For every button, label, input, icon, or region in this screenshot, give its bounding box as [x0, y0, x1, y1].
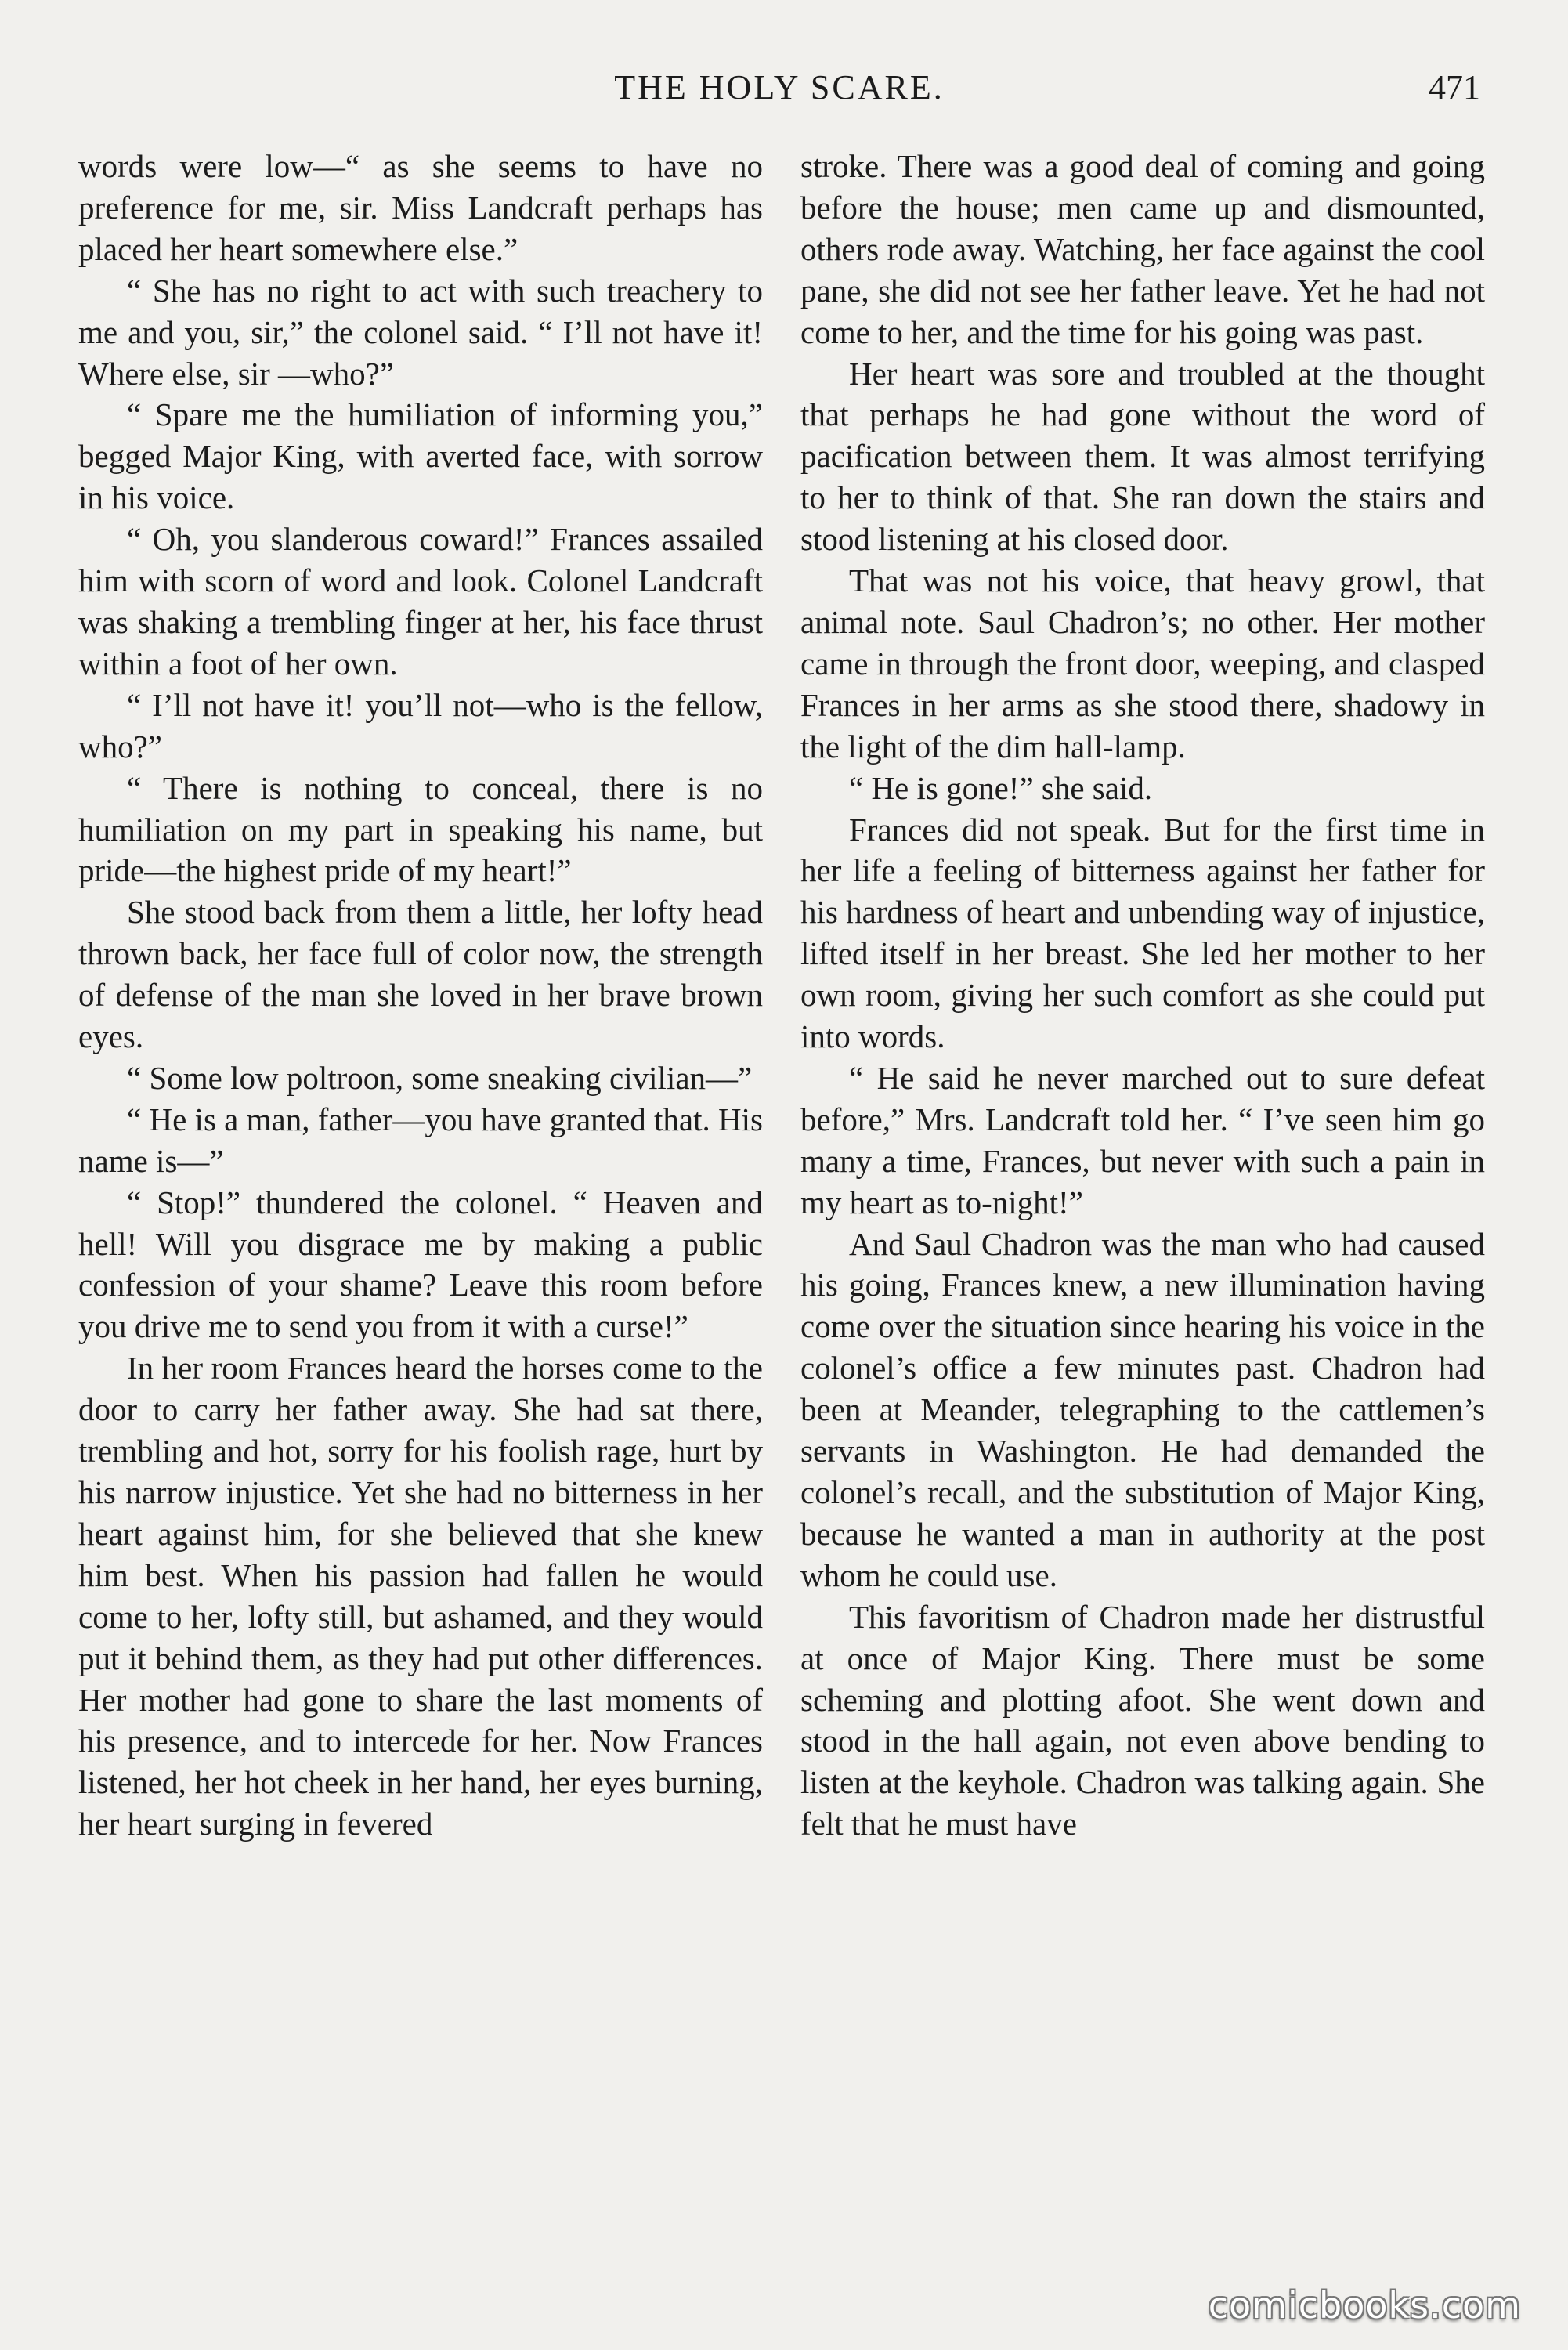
paragraph: And Saul Chadron was the man who had caused his going, Frances knew, a new illumination having come over the situation since hearing his voice in the colonel’s office a few minutes past. Chadron had been at Meander, telegraphing to the cattlemen’s servants in Washington. He had demanded the colonel’s recall, and the substitution of Major King, because he wanted a man in authority at the post whom he could use. — [800, 1225, 1485, 1593]
paragraph: Her heart was sore and troubled at the thought that perhaps he had gone without the word of pacification between them. It was almost terrifying to her to think of that. She ran down the stairs and stood listening at his closed door. — [800, 355, 1485, 558]
paragraph: “ I’ll not have it! you’ll not—who is the fellow, who?” — [78, 686, 763, 765]
paragraph: “ Some low poltroon, some sneaking civilian—” — [127, 1059, 753, 1096]
paragraph: Frances did not speak. But for the first time in her life a feeling of bitterness against her father for his hardness of heart and unbending way of injustice, lifted itself in her breast. She led her mother to her own room, giving her such comfort as she could put into words. — [800, 811, 1485, 1055]
paragraph: In her room Frances heard the horses come to the door to carry her father away. She had sat there, trembling and hot, sorry for his foolish rage, hurt by his narrow injustice. Yet she had no bitterness in her heart against him, for she believed that she knew him best. When his passion had fallen he would come to her, lofty still, but ashamed, and they would put it behind them, as they had put other differences. Her mother had gone to share the last moments of his presence, and to intercede for her. Now Frances listened, her hot cheek in her hand, her eyes burning, her heart surging in fevered — [78, 1350, 763, 1842]
watermark-logo: comicbooks.com — [1208, 2284, 1521, 2326]
paragraph: “ He is gone!” she said. — [849, 769, 1153, 806]
paragraph: “ She has no right to act with such treachery to me and you, sir,” the colonel said. “ I’ll not have it! Where else, sir —who?” — [78, 272, 763, 392]
paragraph: stroke. There was a good deal of coming and going before the house; men came up and dismounted, others rode away. Watching, her face against the cool pane, she did not see her father leave. Yet he had not come to her, and the time for his going was past. — [800, 148, 1485, 350]
paragraph: She stood back from them a little, her lofty head thrown back, her face full of color now, the strength of defense of the man she loved in her brave brown eyes. — [78, 894, 763, 1055]
paragraph: “ Stop!” thundered the colonel. “ Heaven and hell! Will you disgrace me by making a public confession of your shame? Leave this room before you drive me to send you from it with a curse!” — [78, 1184, 763, 1345]
left-text-column — [78, 146, 763, 1845]
right-text-column — [800, 146, 1485, 1845]
page-number: 471 — [1429, 68, 1480, 107]
paragraph: “ There is nothing to conceal, there is no humiliation on my part in speaking his name, but pride—the highest pride of my heart!” — [78, 769, 763, 889]
paragraph: words were low—“ as she seems to have no preference for me, sir. Miss Landcraft perhaps has placed her heart somewhere else.” — [78, 148, 763, 267]
running-head — [78, 64, 1480, 111]
paragraph: “ He said he never marched out to sure defeat before,” Mrs. Landcraft told her. “ I’ve seen him go many a time, Frances, but never with such a pain in my heart as to-night!” — [800, 1059, 1485, 1220]
paragraph: “ He is a man, father—you have granted that. His name is—” — [78, 1101, 763, 1179]
paragraph: That was not his voice, that heavy growl, that animal note. Saul Chadron’s; no other. Her mother came in through the front door, weeping, and clasped Frances in her arms as she stood there, shadowy in the light of the dim hall-lamp. — [800, 562, 1485, 765]
page-title: THE HOLY SCARE. — [614, 68, 945, 107]
paragraph: “ Spare me the humiliation of informing you,” begged Major King, with averted face, with sorrow in his voice. — [78, 396, 763, 516]
paragraph: This favoritism of Chadron made her distrustful at once of Major King. There must be some scheming and plotting afoot. She went down and stood in the hall again, not even above bending to listen at the keyhole. Chadron was talking again. She felt that he must have — [800, 1598, 1485, 1842]
paragraph: “ Oh, you slanderous coward!” Frances assailed him with scorn of word and look. Colonel Landcraft was shaking a trembling finger at her, his face thrust within a foot of her own. — [78, 521, 763, 682]
